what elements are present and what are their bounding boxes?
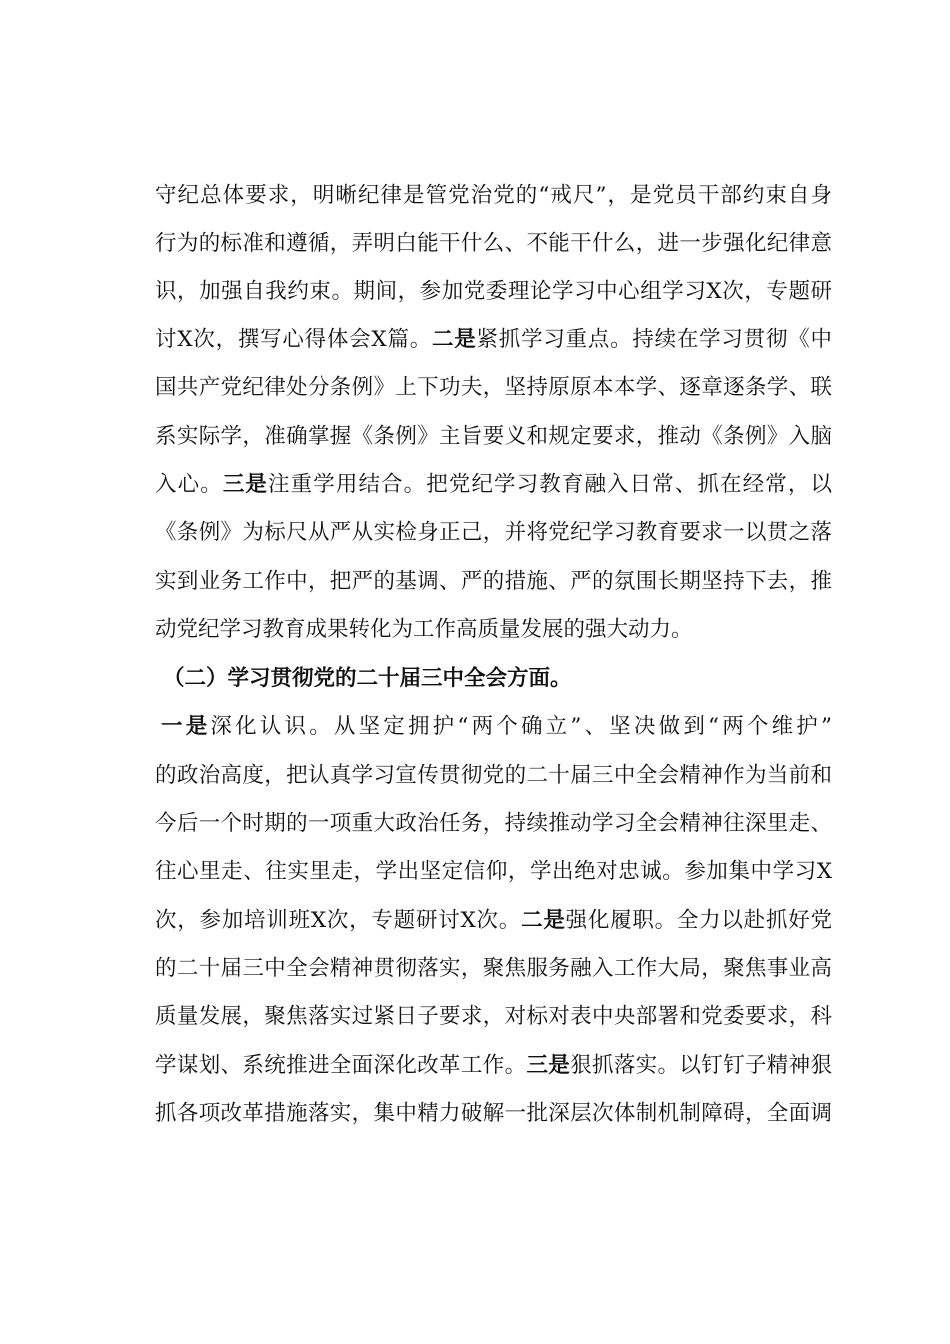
text-line [155, 423, 832, 451]
text-line [155, 568, 832, 596]
text-line [155, 1052, 832, 1080]
text: 实到业务工作中，把严的基调、严的措施、严的氛围长期坚持下去，推 [155, 569, 832, 594]
text-line [155, 1003, 832, 1031]
text-line [155, 471, 832, 499]
text: 强化履职。全力以赴抓好党 [565, 908, 832, 933]
text: 行为的标准和遵循，弄明白能干什么、不能干什么，进一步强化纪律意 [155, 231, 832, 256]
text-line [155, 519, 832, 547]
text-line [155, 810, 832, 838]
text-line [155, 182, 832, 210]
text: 《条例》为标尺从严从实检身正己，并将党纪学习教育要求一以贯之落 [155, 520, 832, 545]
text-line [155, 374, 832, 402]
text: 紧抓学习重点。持续在学习贯彻《中 [476, 327, 832, 352]
text: 的二十届三中全会精神贯彻落实，聚焦服务融入工作大局，聚焦事业高 [155, 956, 832, 981]
text-line [155, 278, 832, 306]
text: 次，参加培训班X次，专题研讨X次。 [155, 908, 522, 933]
text: 系实际学，准确掌握《条例》主旨要义和规定要求，推动《条例》入脑 [155, 424, 832, 449]
text-line [155, 326, 832, 354]
bold-lead: 二是 [521, 908, 566, 933]
text: 动党纪学习教育成果转化为工作高质量发展的强大动力。 [155, 617, 693, 642]
text: 识，加强自我约束。期间，参加党委理论学习中心组学习X次，专题研 [155, 279, 832, 304]
text-line [155, 230, 832, 258]
text-line [155, 616, 832, 644]
text: 今后一个时期的一项重大政治任务，持续推动学习全会精神往深里走、 [155, 811, 832, 836]
text: 入心。 [155, 472, 223, 497]
bold-lead: 二是 [432, 327, 477, 352]
text: 狠抓落实。以钉钉子精神狠 [570, 1053, 832, 1078]
text: 深化认识。从坚定拥护“两个确立”、坚决做到“两个维护” [210, 714, 832, 739]
text: 讨X次，撰写心得体会X篇。 [155, 327, 433, 352]
bold-lead: 三是 [222, 472, 269, 497]
text: 国共产党纪律处分条例》上下功夫，坚持原原本本学、逐章逐条学、联 [155, 375, 832, 400]
bold-lead: 三是 [526, 1053, 571, 1078]
text: 往心里走、往实里走，学出坚定信仰，学出绝对忠诚。参加集中学习X [155, 859, 832, 884]
text-line [155, 907, 832, 935]
text-line [155, 955, 832, 983]
text-line [155, 762, 832, 790]
text: 抓各项改革措施落实，集中精力破解一批深层次体制机制障碍，全面调 [155, 1101, 832, 1126]
text: 守纪总体要求，明晰纪律是管党治党的“戒尺”，是党员干部约束自身 [155, 183, 832, 208]
text: 注重学用结合。把党纪学习教育融入日常、抓在经常，以 [268, 472, 832, 497]
text: 学谋划、系统推进全面深化改革工作。 [155, 1053, 527, 1078]
text-line [161, 713, 832, 741]
bold-lead: 一是 [161, 714, 211, 739]
text: 质量发展，聚焦落实过紧日子要求，对标对表中央部署和党委要求，科 [155, 1004, 832, 1029]
text: 的政治高度，把认真学习宣传贯彻党的二十届三中全会精神作为当前和 [155, 763, 832, 788]
text-line [155, 1100, 832, 1128]
section-heading: （二）学习贯彻党的二十届三中全会方面。 [163, 666, 572, 691]
text-line [155, 858, 832, 886]
